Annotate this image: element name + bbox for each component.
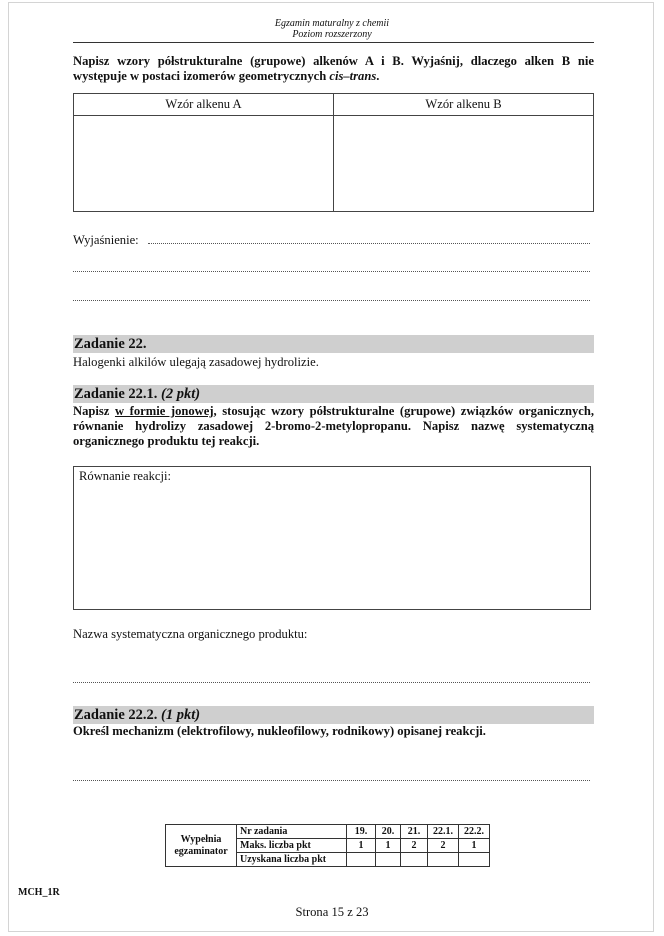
examiner-score-table xyxy=(165,824,490,867)
task-22-1-title-bar: Zadanie 22.1. (2 pkt) xyxy=(73,385,594,403)
task-number-cell: 19. xyxy=(347,825,376,839)
page-number: Strona 15 z 23 xyxy=(295,905,369,919)
reaction-equation-box[interactable] xyxy=(73,466,591,610)
obtained-points-cell[interactable] xyxy=(428,853,459,867)
product-name-line[interactable] xyxy=(73,682,590,683)
task-22-2-title-bar: Zadanie 22.2. (1 pkt) xyxy=(73,706,594,724)
exam-code: MCH_1R xyxy=(18,887,60,898)
explanation-line-3[interactable] xyxy=(73,300,590,301)
mechanism-answer-line[interactable] xyxy=(73,780,590,781)
max-points-cell: 1 xyxy=(459,839,490,853)
max-points-row-label: Maks. liczba pkt xyxy=(237,839,347,853)
task-22-1-instruction: Napisz w formie jonowej, stosując wzory półstrukturalne (grupowe) związków organicznych, równanie hydrolizy zasadowej 2-bromo-2-metylopropanu. Napisz nazwę systematyczną organicznego produktu tej reakcji. xyxy=(73,404,594,448)
examiner-label: Wypełnia egzaminator xyxy=(166,825,237,867)
alkene-b-header: Wzór alkenu B xyxy=(334,94,594,116)
task-number-cell: 22.1. xyxy=(428,825,459,839)
alkene-formula-table xyxy=(73,93,594,212)
explanation-line-2[interactable] xyxy=(73,271,590,272)
explanation-label: Wyjaśnienie: xyxy=(73,233,139,247)
product-name-label: Nazwa systematyczna organicznego produktu: xyxy=(73,627,308,641)
max-points-cell: 1 xyxy=(347,839,376,853)
header-divider xyxy=(73,42,594,43)
max-points-cell: 2 xyxy=(428,839,459,853)
max-points-cell: 1 xyxy=(376,839,401,853)
obtained-points-cell[interactable] xyxy=(459,853,490,867)
alkene-b-answer-cell[interactable] xyxy=(334,116,594,212)
obtained-points-cell[interactable] xyxy=(376,853,401,867)
task-22-text: Halogenki alkilów ulegają zasadowej hydrolizie. xyxy=(73,355,319,369)
obtained-points-cell[interactable] xyxy=(347,853,376,867)
header-level: Poziom rozszerzony xyxy=(292,29,372,40)
task-number-cell: 22.2. xyxy=(459,825,490,839)
task-22-title-bar: Zadanie 22. xyxy=(73,335,594,353)
explanation-line-1[interactable] xyxy=(148,243,590,244)
alkene-a-answer-cell[interactable] xyxy=(74,116,334,212)
header-exam-title: Egzamin maturalny z chemii xyxy=(274,18,390,29)
task-number-cell: 20. xyxy=(376,825,401,839)
alkene-a-header: Wzór alkenu A xyxy=(74,94,334,116)
obtained-points-cell[interactable] xyxy=(401,853,428,867)
reaction-equation-label: Równanie reakcji: xyxy=(79,469,171,483)
task-22-2-instruction: Określ mechanizm (elektrofilowy, nukleofilowy, rodnikowy) opisanej reakcji. xyxy=(73,724,486,738)
obtained-points-row-label: Uzyskana liczba pkt xyxy=(237,853,347,867)
task-number-cell: 21. xyxy=(401,825,428,839)
task-number-row-label: Nr zadania xyxy=(237,825,347,839)
intro-instruction: Napisz wzory półstrukturalne (grupowe) alkenów A i B. Wyjaśnij, dlaczego alken B nie występuje w postaci izomerów geometrycznych cis–trans. xyxy=(73,54,594,83)
max-points-cell: 2 xyxy=(401,839,428,853)
